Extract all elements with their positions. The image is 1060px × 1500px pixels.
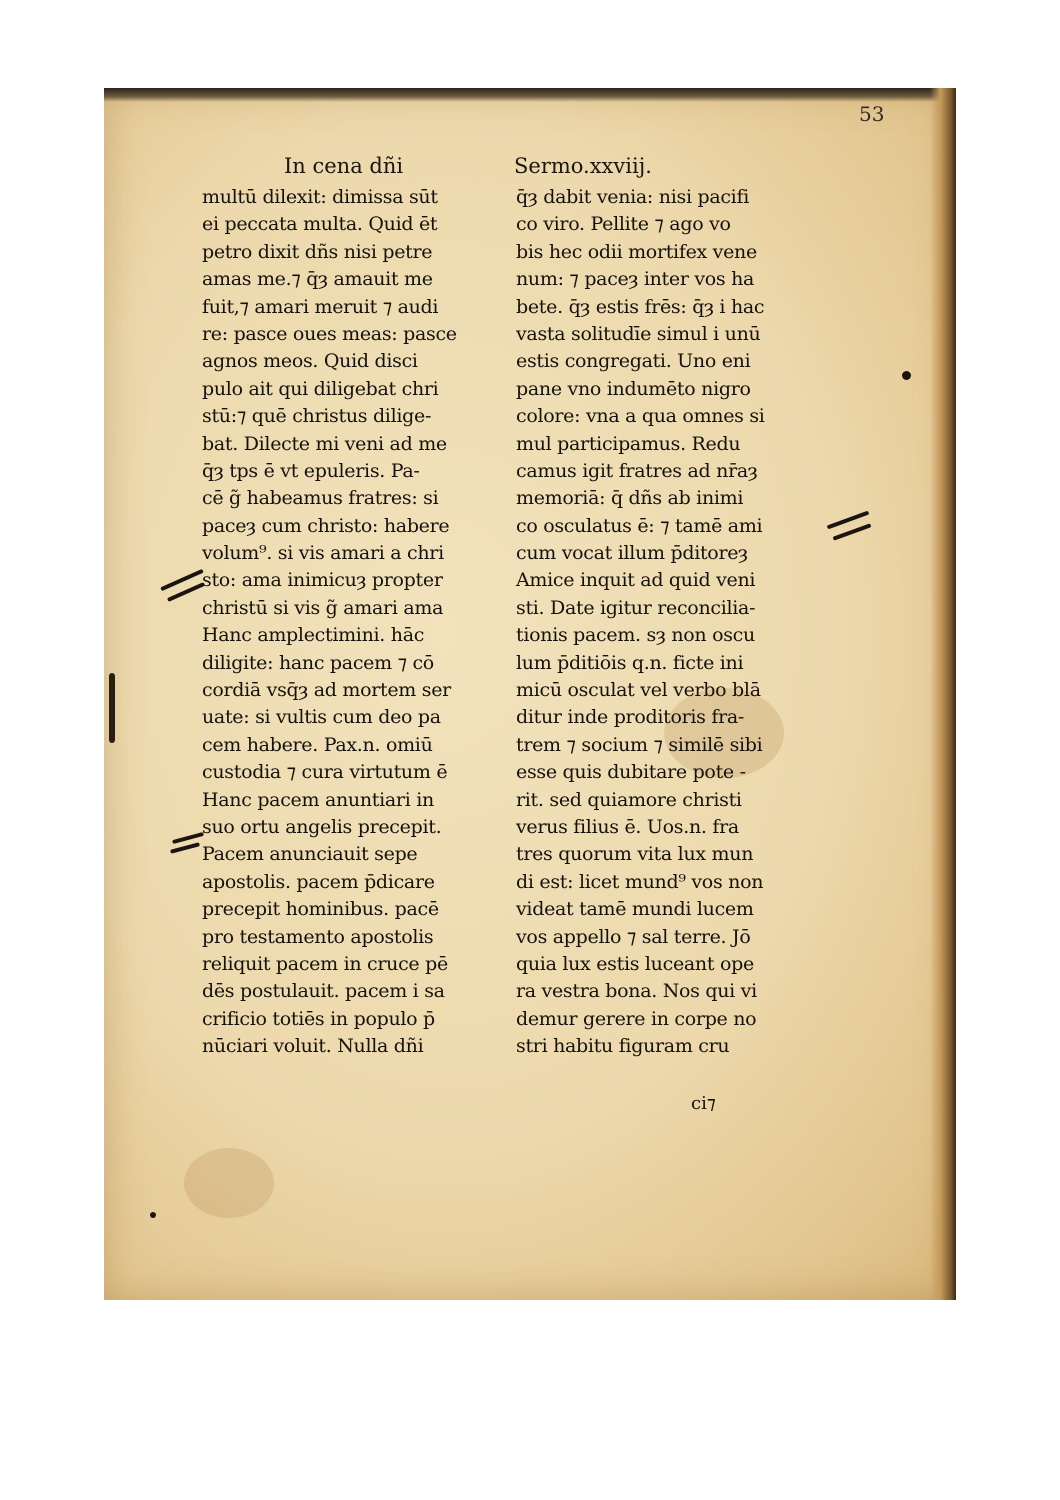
text-line: tres quorum vita lux mun — [516, 843, 754, 866]
margin-stroke — [833, 523, 872, 540]
text-line: videat tamē mundi lucem — [516, 898, 754, 921]
text-line: memoriā: q̄ dñs ab inimi — [516, 487, 744, 510]
text-line: custodia ⁊ cura virtutum ē — [202, 761, 448, 784]
folio-number: 53 — [859, 102, 885, 126]
text-line: stri habitu figuram cru — [516, 1035, 730, 1058]
text-line: diligite: hanc pacem ⁊ cō — [202, 651, 434, 674]
text-line: trem ⁊ socium ⁊ similē sibi — [516, 733, 763, 756]
text-line: reliquit pacem in cruce pē — [202, 952, 448, 975]
text-line: petro dixit dñs nisi petre — [202, 240, 433, 263]
text-line: di est: licet mund⁹ vos non — [516, 870, 764, 893]
text-line: crificio totiēs in populo p̄ — [202, 1007, 435, 1030]
text-line: dēs postulauit. pacem i sa — [202, 980, 445, 1003]
running-head-right: Sermo.xxviij. — [514, 154, 652, 178]
margin-stroke — [172, 832, 204, 844]
text-line: ei peccata multa. Quid ēt — [202, 213, 438, 236]
text-line: sti. Date igitur reconcilia- — [516, 596, 756, 619]
text-line: volum⁹. si vis amari a chri — [202, 542, 444, 565]
text-line: stū:⁊ quē christus dilige- — [202, 405, 432, 428]
text-line: num: ⁊ paceȝ inter vos ha — [516, 268, 755, 291]
text-line: Amice inquit ad quid veni — [516, 569, 756, 592]
text-line: lum p̄ditiōis q.n. ficte ini — [516, 651, 744, 674]
text-line: pane vno indumēto nigro — [516, 377, 751, 400]
text-line: micū osculat vel verbo blā — [516, 679, 761, 702]
text-column-left — [202, 184, 457, 1061]
text-line: vos appello ⁊ sal terre. Jō — [516, 925, 751, 948]
ink-dot — [150, 1212, 156, 1218]
page-right-edge — [930, 88, 956, 1300]
text-line: Pacem anunciauit sepe — [202, 843, 418, 866]
text-line: camus igit fratres ad nr̄aȝ — [516, 459, 758, 482]
text-line: q̄ȝ tps ē vt epuleris. Pa- — [202, 459, 420, 482]
text-line: Hanc amplectimini. hāc — [202, 624, 425, 647]
manuscript-page — [104, 88, 956, 1300]
text-line: co viro. Pellite ⁊ ago vo — [516, 213, 731, 236]
text-line: nūciari voluit. Nulla dñi — [202, 1035, 424, 1058]
text-line: bis hec odii mortifex vene — [516, 240, 757, 263]
text-line: pulo ait qui diligebat chri — [202, 377, 439, 400]
text-line: christū si vis g̃ amari ama — [202, 596, 444, 619]
text-line: precepit hominibus. pacē — [202, 898, 439, 921]
text-line: co osculatus ē: ⁊ tamē ami — [516, 514, 763, 537]
text-line: esse quis dubitare pote - — [516, 761, 746, 784]
text-line: pro testamento apostolis — [202, 925, 434, 948]
text-line: estis congregati. Uno eni — [516, 350, 751, 373]
text-line: ra vestra bona. Nos qui vi — [516, 980, 757, 1003]
text-line: cem habere. Pax.n. omiū — [202, 733, 433, 756]
running-head-left: In cena dñi — [284, 154, 404, 178]
text-line: apostolis. pacem p̄dicare — [202, 870, 435, 893]
text-line: Hanc pacem anuntiari in — [202, 788, 434, 811]
text-line: rit. sed quiamore christi — [516, 788, 742, 811]
text-line: sto: ama inimicuȝ propter — [202, 569, 443, 592]
text-line: paceȝ cum christo: habere — [202, 514, 450, 537]
text-line: tionis pacem. sȝ non oscu — [516, 624, 755, 647]
catchword: ci⁊ — [691, 1093, 716, 1114]
text-line: agnos meos. Quid disci — [202, 350, 418, 373]
text-line: bat. Dilecte mi veni ad me — [202, 432, 447, 455]
text-line: ditur inde proditoris fra- — [516, 706, 745, 729]
text-line: mul participamus. Redu — [516, 432, 741, 455]
text-line: amas me.⁊ q̄ȝ amauit me — [202, 268, 433, 291]
margin-stroke — [170, 842, 200, 854]
text-column-right — [516, 184, 765, 1061]
text-line: cordiā vsq̄ȝ ad mortem ser — [202, 679, 451, 702]
ink-dot — [902, 371, 911, 380]
text-line: colore: vna a qua omnes si — [516, 405, 765, 428]
text-line: re: pasce oues meas: pasce — [202, 322, 457, 345]
text-line: verus filius ē. Uos.n. fra — [516, 815, 739, 838]
text-line: demur gerere in corpe no — [516, 1007, 757, 1030]
text-line: cē g̃ habeamus fratres: si — [202, 487, 439, 510]
text-line: suo ortu angelis precepit. — [202, 815, 442, 838]
text-line: cum vocat illum p̄ditoreȝ — [516, 542, 748, 565]
text-line: vasta solitudīe simul i unū — [516, 322, 761, 345]
paper-stain — [184, 1148, 274, 1218]
text-line: q̄ȝ dabit venia: nisi pacifi — [516, 186, 749, 208]
text-line: uate: si vultis cum deo pa — [202, 706, 441, 729]
page-top-edge — [104, 88, 956, 102]
text-line: quia lux estis luceant ope — [516, 952, 754, 975]
text-line: fuit,⁊ amari meruit ⁊ audi — [202, 295, 439, 318]
text-line: multū dilexit: dimissa sūt — [202, 186, 438, 208]
margin-mark — [109, 673, 115, 743]
text-line: bete. q̄ȝ estis frēs: q̄ȝ i hac — [516, 295, 765, 318]
